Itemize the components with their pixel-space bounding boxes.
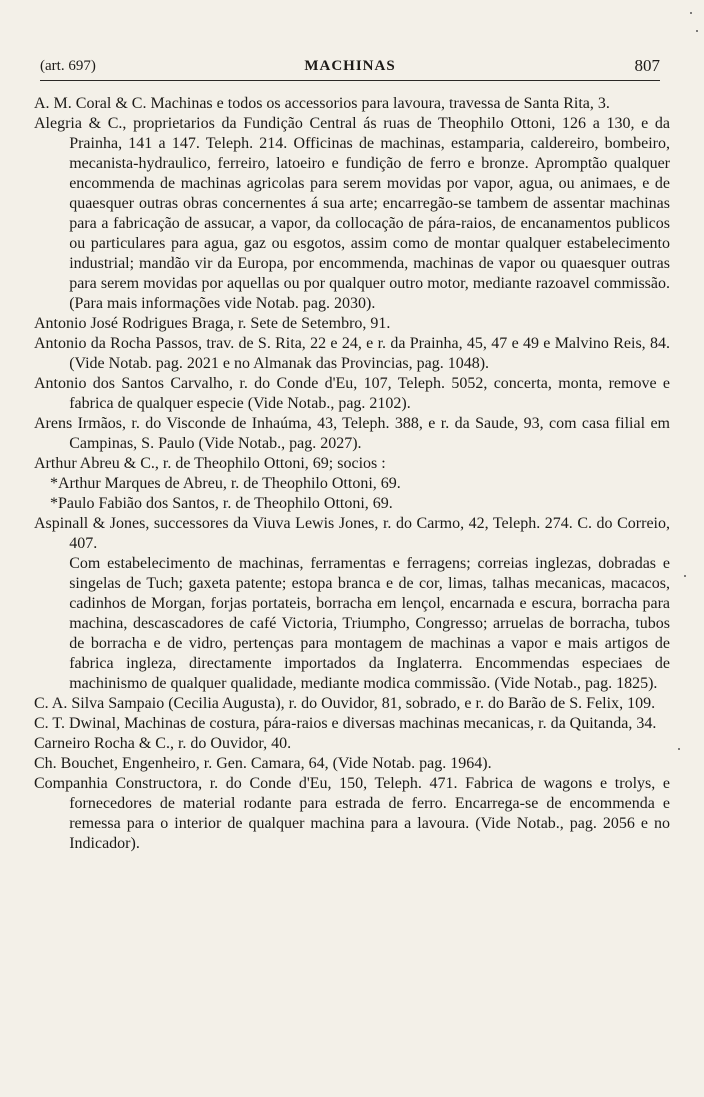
entry-santos-carvalho: Antonio dos Santos Carvalho, r. do Conde d'Eu, 107, Teleph. 5052, concerta, monta, remove e fabrica de qualquer especie (Vide Notab., pag. 2102). <box>34 375 670 412</box>
entry-arthur-abreu: Arthur Abreu & C., r. de Theophilo Ottoni, 69; socios : <box>34 455 386 472</box>
entry-constructora: Companhia Constructora, r. do Conde d'Eu, 150, Teleph. 471. Fabrica de wagons e trolys, e fornecedores de material rodante para estrada de ferro. Encarrega-se de encommenda e remessa para o interior de qualquer machina para a lavoura. (Vide Notab., pag. 2056 e no Indicador). <box>34 775 670 852</box>
page-number: 807 <box>634 56 660 75</box>
entry-braga: Antonio José Rodrigues Braga, r. Sete de Setembro, 91. <box>34 315 391 332</box>
entry-arens: Arens Irmãos, r. do Visconde de Inhaúma, 43, Teleph. 388, e r. da Saude, 93, com casa filial em Campinas, S. Paulo (Vide Notab., pag. 2027). <box>34 415 670 452</box>
entry-bouchet: Ch. Bouchet, Engenheiro, r. Gen. Camara, 64, (Vide Notab. pag. 1964). <box>34 755 492 772</box>
print-speck <box>684 575 686 577</box>
entry-dwinal: C. T. Dwinal, Machinas de costura, pára-raios e diversas machinas mecanicas, r. da Quitanda, 34. <box>34 715 657 732</box>
entry-aspinall-description: Com estabelecimento de machinas, ferramentas e ferragens; correias inglezas, dobradas e singelas de Tuch; gaxeta patente; estopa branca e de cor, limas, talhas mecanicas, macacos, cadinhos de Morgan, forjas portateis, borracha em lençol, encarnada e escura, borracha para machina, descascadores de café Victoria, Triumpho, Congresso; arruelas de borracha, tubos de borracha e de vidro, pertenças para montagem de machinas a vapor e mais artigos de fabrica ingleza, directamente importados da Inglaterra. Encommendas especiaes de machinismo de qualquer qualidade, mediante modica commissão. (Vide Notab., pag. 1825). <box>69 555 670 692</box>
print-speck <box>696 30 698 32</box>
entry-partner-abreu: *Arthur Marques de Abreu, r. de Theophilo Ottoni, 69. <box>50 475 401 492</box>
page-header <box>40 56 660 80</box>
entry-rocha-passos: Antonio da Rocha Passos, trav. de S. Rita, 22 e 24, e r. da Prainha, 45, 47 e 49 e Malvino Reis, 84. (Vide Notab. pag. 2021 e no Almanak das Provincias, pag. 1048). <box>34 335 670 372</box>
header-rule <box>40 80 660 81</box>
print-speck <box>690 12 692 14</box>
entry-alegria: Alegria & C., proprietarios da Fundição Central ás ruas de Theophilo Ottoni, 126 a 130, e da Prainha, 141 a 147. Teleph. 214. Officinas de machinas, estamparia, caldereiro, bombeiro, mecanista-hydraulico, ferreiro, latoeiro e fundição de ferro e bronze. Apromptão qualquer encommenda de machinas agricolas para serem movidas por vapor, agua, ou animaes, e de quaesquer outras obras concernentes á sua arte; encarregão-se tambem de assentar machinas para a fabricação de assucar, a vapor, da collocação de pára-raios, de encanamentos publicos ou particulares para agua, gaz ou esgotos, assim como de montar qualquer estabelecimento industrial; mandão vir da Europa, por encommenda, machinas de vapor ou quaesquer outras para serem movidas por aquellas ou por qualquer outro motor, mediante razoavel commissão. (Para mais informações vide Notab. pag. 2030). <box>34 115 670 312</box>
entry-sampaio: C. A. Silva Sampaio (Cecilia Augusta), r. do Ouvidor, 81, sobrado, e r. do Barão de S. Felix, 109. <box>34 695 656 712</box>
entry-carneiro: Carneiro Rocha & C., r. do Ouvidor, 40. <box>34 735 292 752</box>
article-ref: (art. 697) <box>40 58 96 74</box>
print-speck <box>678 748 680 750</box>
entry-partner-fabiao: *Paulo Fabião dos Santos, r. de Theophilo Ottoni, 69. <box>50 495 393 512</box>
directory-listing <box>34 94 670 854</box>
entry-aspinall: Aspinall & Jones, successores da Viuva Lewis Jones, r. do Carmo, 42, Teleph. 274. C. do Correio, 407. <box>34 515 670 552</box>
entry-coral: A. M. Coral & C. Machinas e todos os accessorios para lavoura, travessa de Santa Rita, 3. <box>34 95 610 112</box>
section-title: MACHINAS <box>304 58 396 74</box>
